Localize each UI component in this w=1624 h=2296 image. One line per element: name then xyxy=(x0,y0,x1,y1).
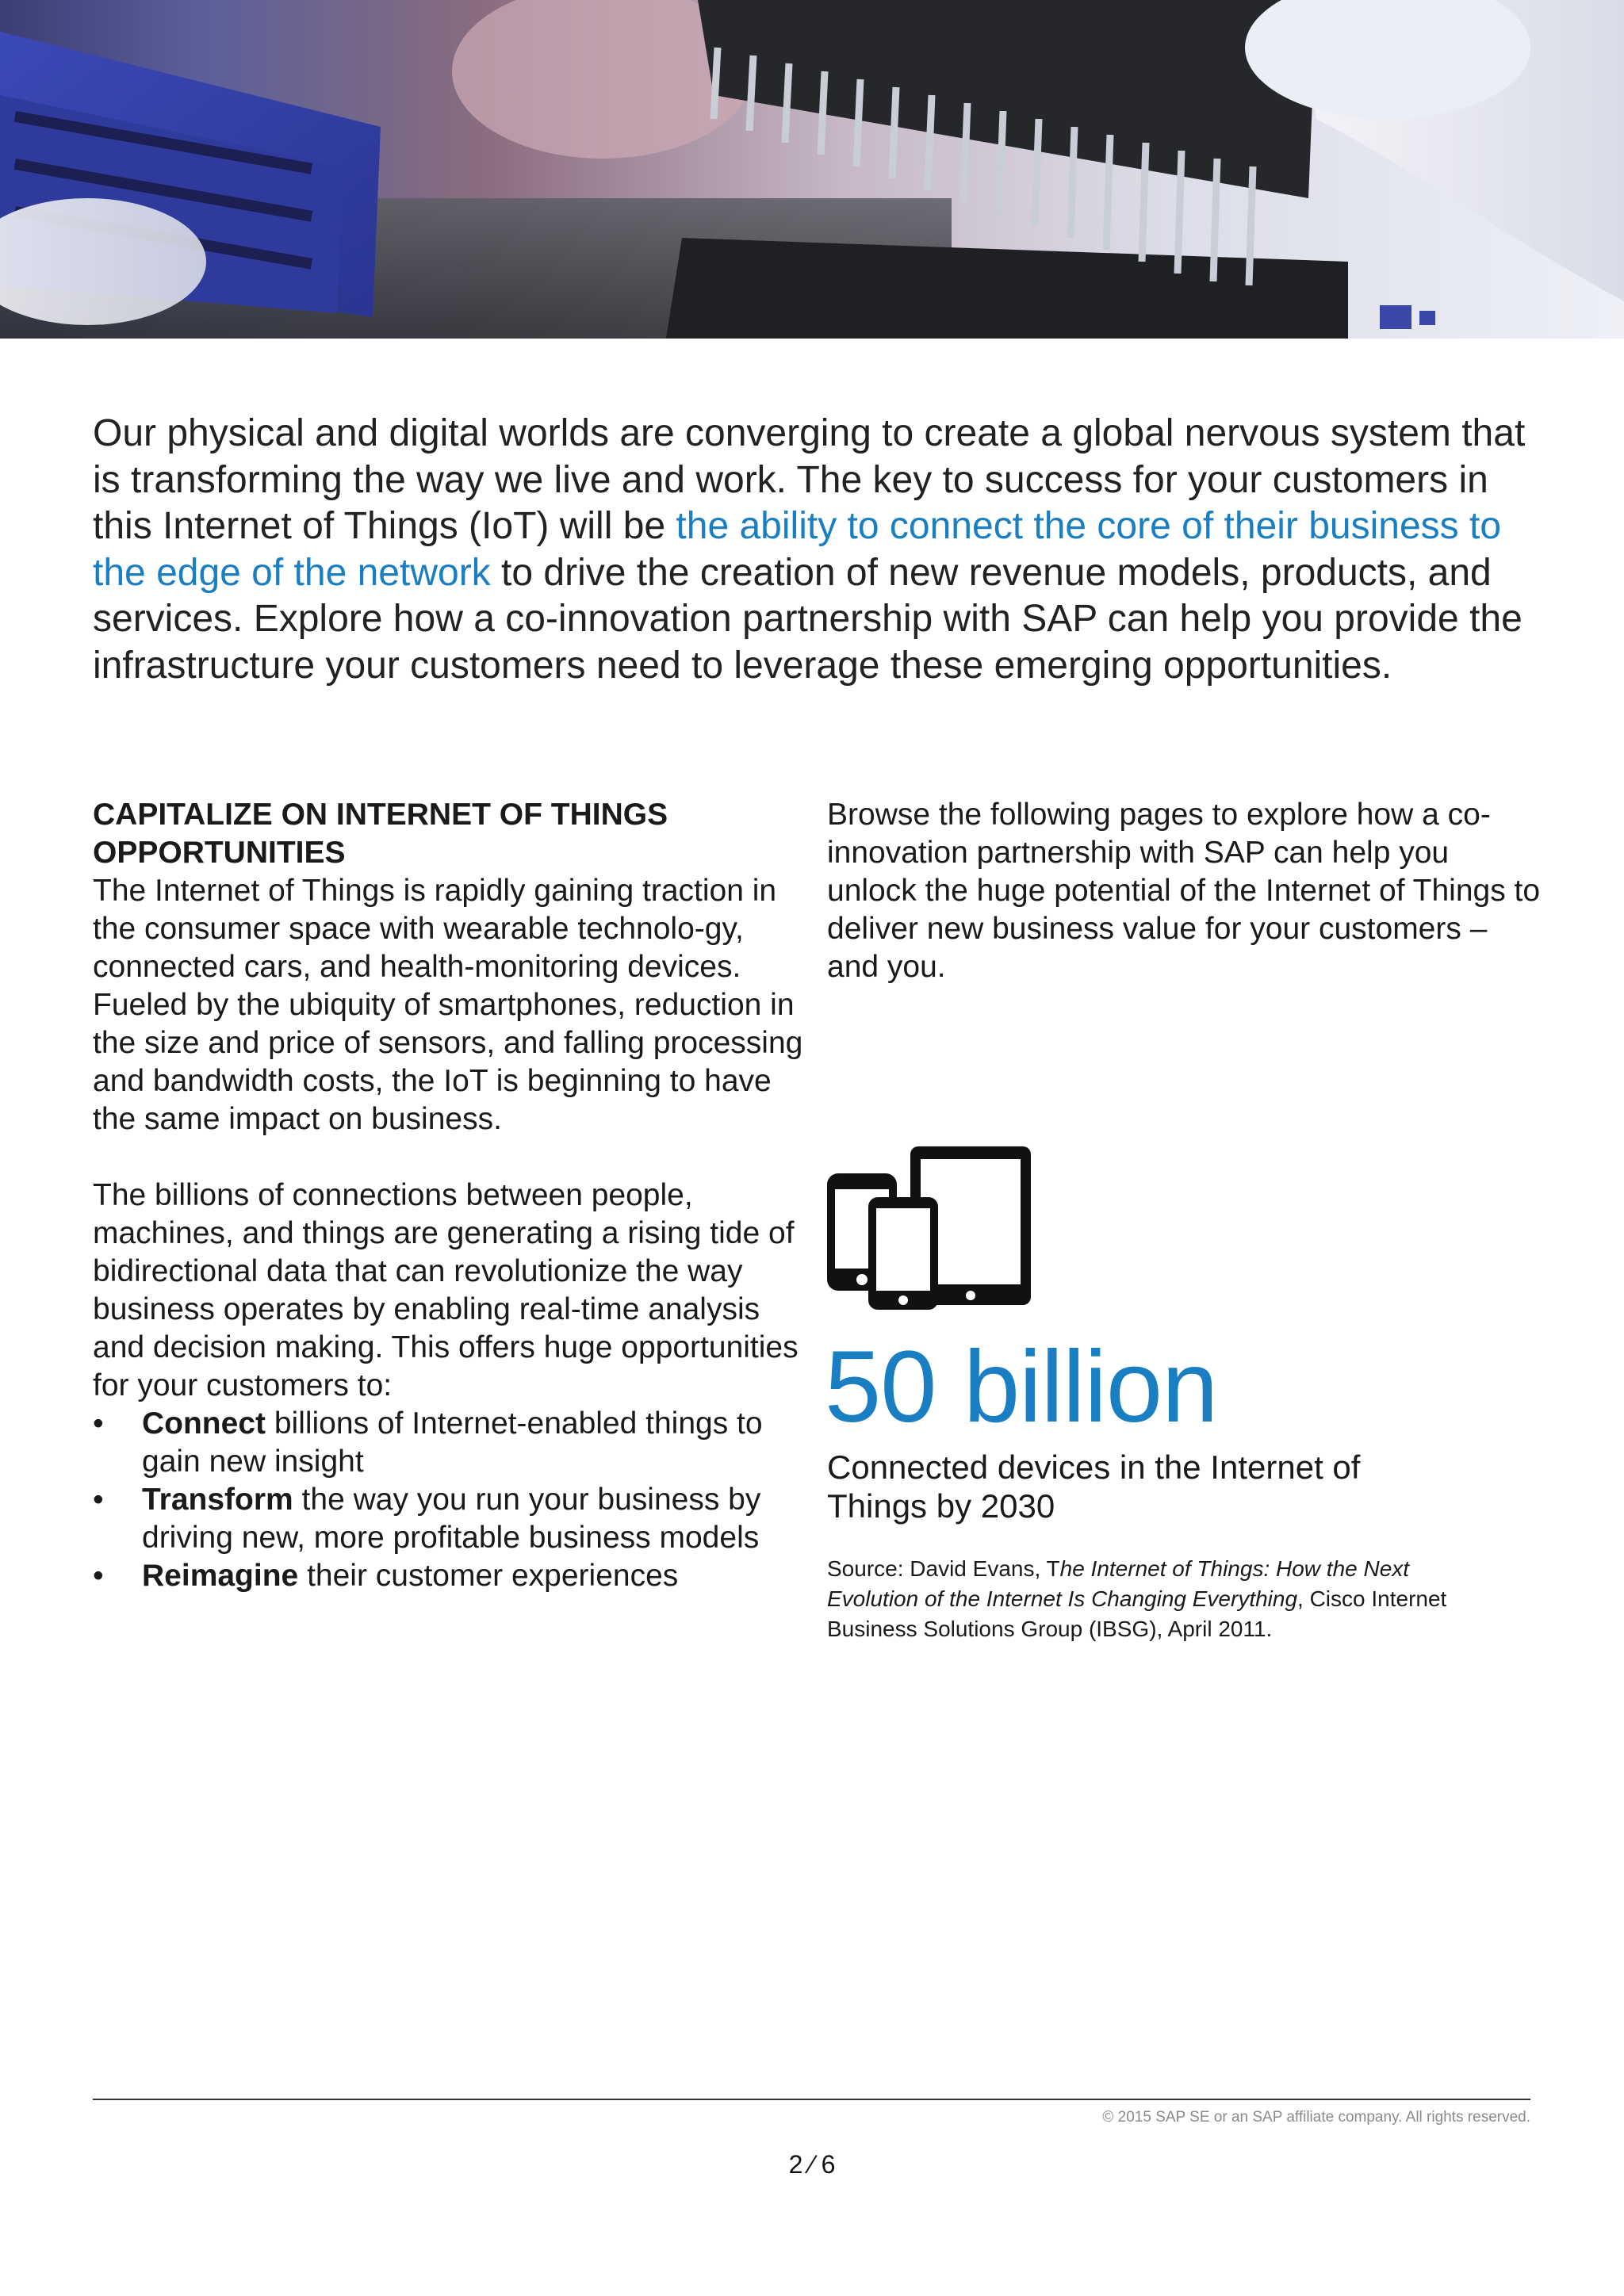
stat-number: 50 billion xyxy=(825,1330,1218,1444)
left-column xyxy=(93,796,806,1595)
left-paragraph-2: The billions of connections between people, machines, and things are generating a rising tide of bidirectional data that can revolutionize the way business operates by enabling real-time analysis and decision making. This offers huge opportunities for your customers to: xyxy=(93,1178,799,1402)
list-item-text: billions of Internet-enabled things to gain new insight xyxy=(142,1406,763,1479)
copyright: © 2015 SAP SE or an SAP affiliate company. All rights reserved. xyxy=(1102,2109,1530,2126)
list-item xyxy=(93,1405,806,1481)
section-heading: CAPITALIZE ON INTERNET OF THINGS OPPORTUNITIES xyxy=(93,798,668,870)
list-item-bold: Transform xyxy=(142,1483,293,1517)
footer-divider xyxy=(93,2099,1530,2100)
stat-caption: Connected devices in the Internet of Things by 2030 xyxy=(827,1448,1361,1525)
list-item-bold: Connect xyxy=(142,1406,266,1441)
page-number: 2 ⁄ 6 xyxy=(788,2150,836,2179)
intro-link[interactable]: the ability to connect the core of their business to the edge of the network xyxy=(93,505,1502,594)
list-item-text: their customer experiences xyxy=(298,1559,679,1593)
right-column xyxy=(827,796,1541,986)
source-title: he Internet of Things: How the Next Evolution of the Internet Is Changing Everything xyxy=(827,1556,1410,1611)
opportunity-list xyxy=(93,1405,806,1595)
intro-text-before: Our physical and digital worlds are converging to create a global nervous system that is transforming the way we live and work. The key to success for your customers in this Internet of Things (IoT) will be xyxy=(93,412,1526,547)
source-prefix: Source: David Evans, T xyxy=(827,1556,1060,1581)
list-item-bold: Reimagine xyxy=(142,1559,299,1593)
list-item xyxy=(93,1481,806,1557)
list-item xyxy=(93,1557,806,1595)
left-paragraph-1: The Internet of Things is rapidly gaining traction in the consumer space with wearable technolo-gy, connected cars, and health-monitoring devices. Fueled by the ubiquity of smartphones, reduction in the size and price of sensors, and falling processing and bandwidth costs, the IoT is beginning to have the same impact on business. xyxy=(93,874,803,1136)
intro-paragraph xyxy=(93,411,1544,689)
list-item-text: the way you run your business by driving new, more profitable business models xyxy=(142,1483,761,1555)
source-suffix: , Cisco Internet Business Solutions Group (IBSG), April 2011. xyxy=(827,1586,1447,1641)
source-citation xyxy=(827,1554,1461,1644)
devices-icon xyxy=(827,1143,1033,1314)
intro-text-after: to drive the creation of new revenue models, products, and services. Explore how a co-innovation partnership with SAP can help you provide the infrastructure your customers need to leverage these emerging opportunities. xyxy=(93,551,1522,687)
hero-image xyxy=(0,0,1624,339)
right-paragraph: Browse the following pages to explore how a co-innovation partnership with SAP can help you unlock the huge potential of the Internet of Things to deliver new business value for your customers – and you. xyxy=(827,798,1541,984)
